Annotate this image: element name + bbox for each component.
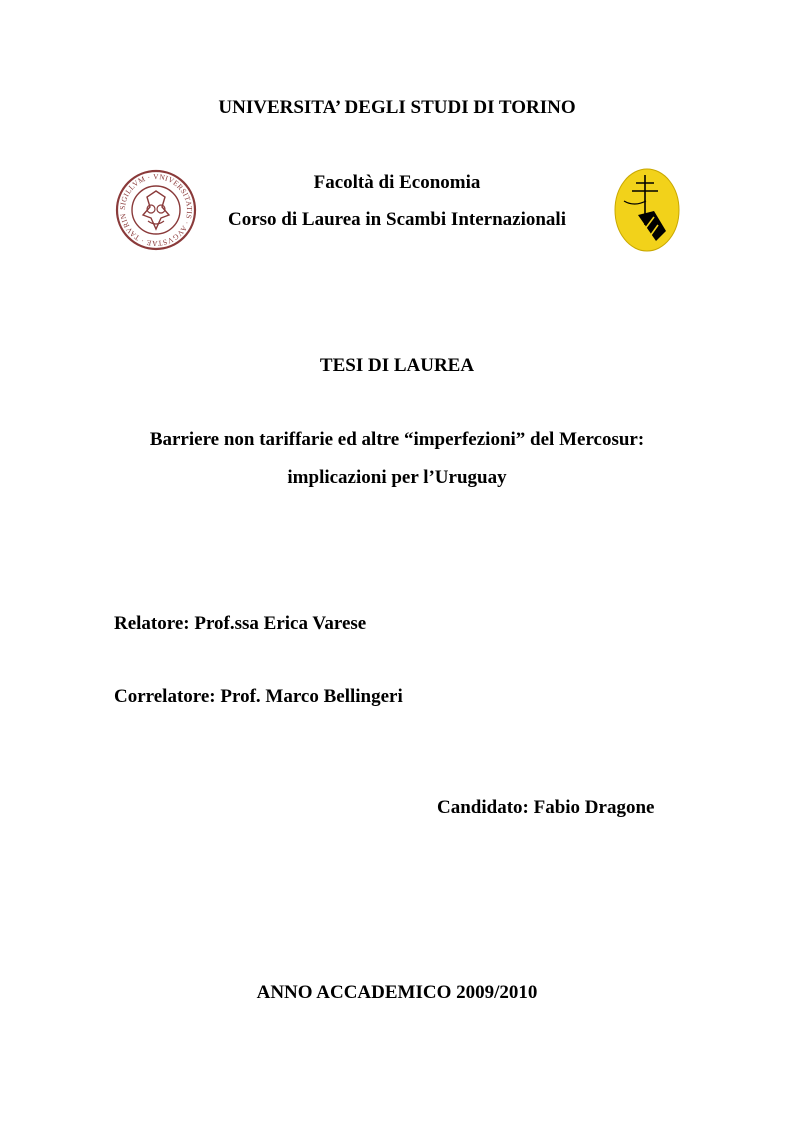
- academic-year: ANNO ACCADEMICO 2009/2010: [256, 982, 538, 1003]
- svg-text:SIGILLVM · VNIVERSITATIS · AVG: SIGILLVM · VNIVERSITATIS · AVGVSTAE · TAVRIN: [117, 171, 195, 249]
- relatore: Relatore: Prof.ssa Erica Varese: [114, 613, 367, 634]
- thesis-title-line2: implicazioni per l’Uruguay: [287, 467, 507, 488]
- thesis-title-line1: Barriere non tariffarie ed altre “imperfezioni” del Mercosur:: [149, 429, 645, 450]
- faculty-emblem-icon: [612, 167, 682, 258]
- candidato: Candidato: Fabio Dragone: [437, 797, 655, 818]
- course-name: Corso di Laurea in Scambi Internazionali: [228, 209, 566, 230]
- faculty-name: Facoltà di Economia: [313, 172, 481, 193]
- correlatore: Correlatore: Prof. Marco Bellingeri: [114, 686, 403, 707]
- university-name: UNIVERSITA’ DEGLI STUDI DI TORINO: [218, 97, 576, 118]
- thesis-type: TESI DI LAUREA: [319, 355, 475, 376]
